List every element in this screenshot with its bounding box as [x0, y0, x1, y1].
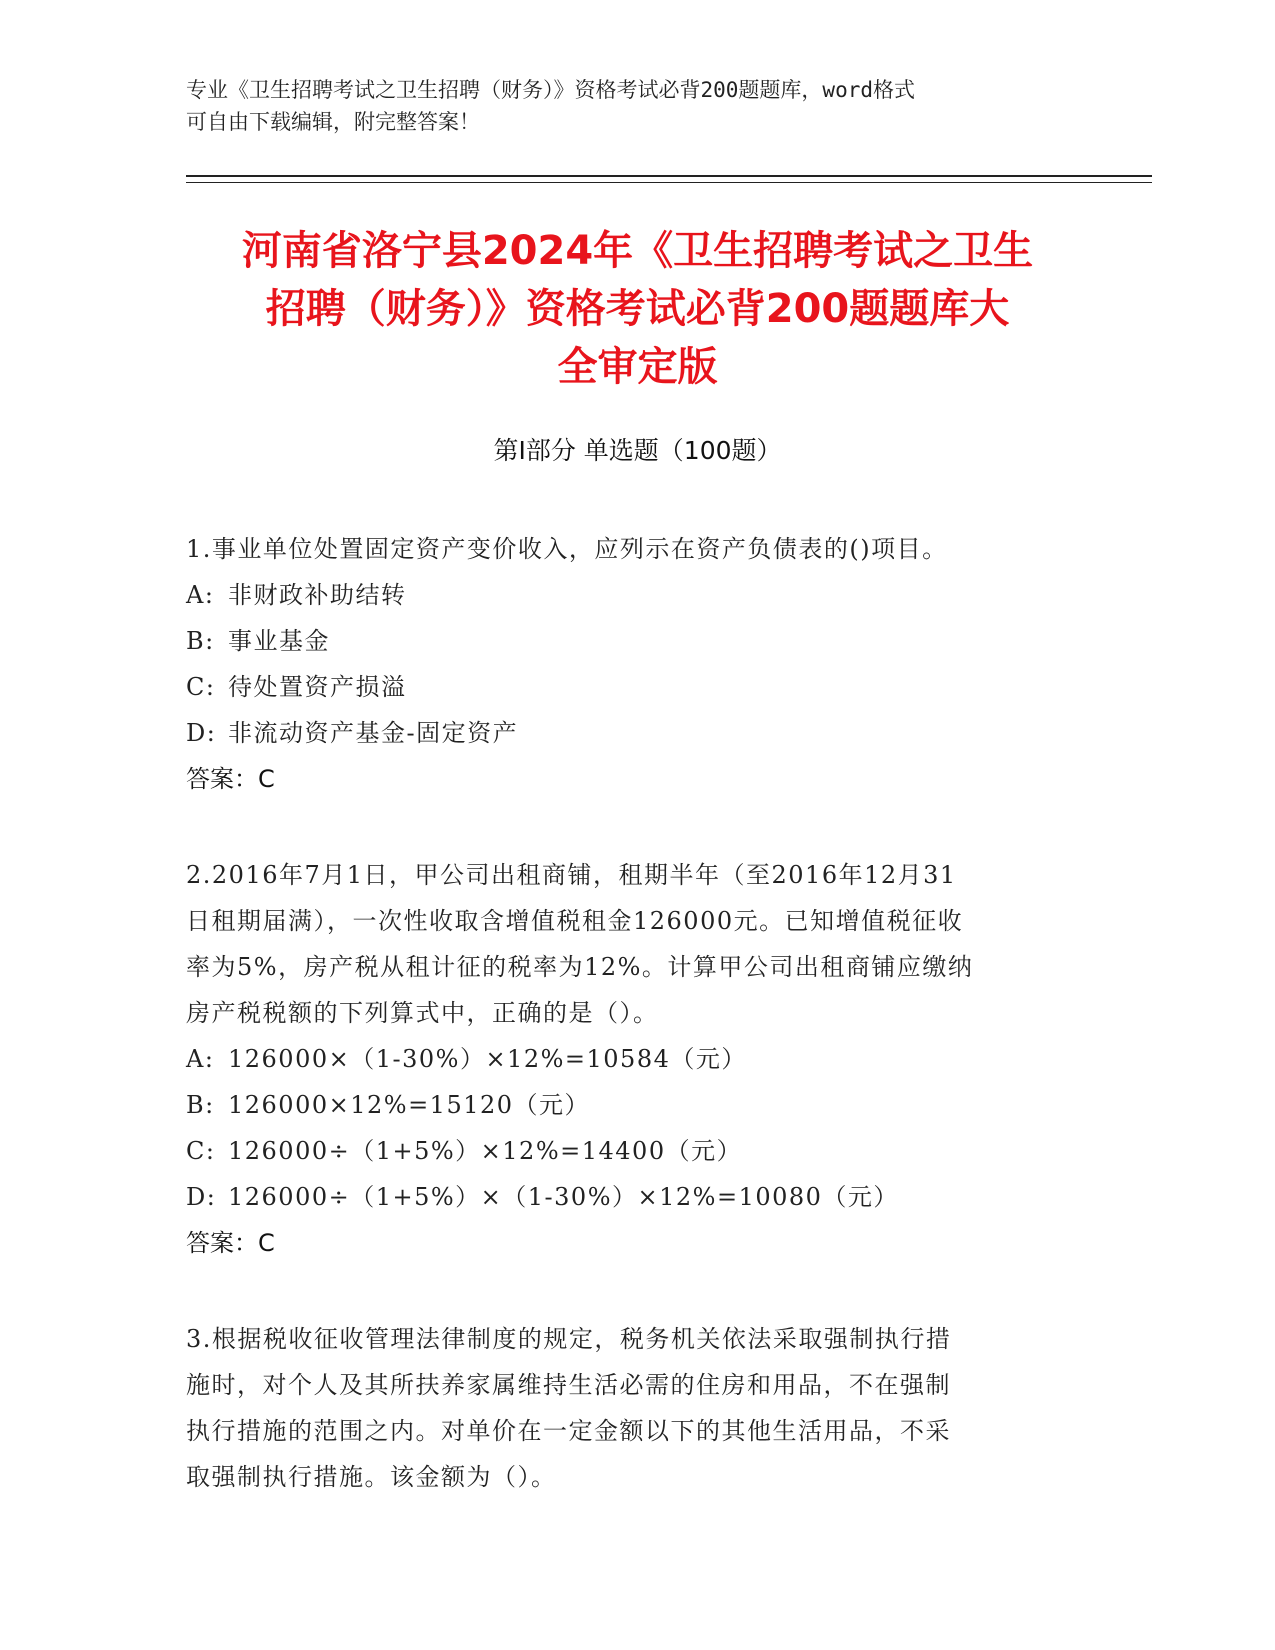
- option-c: [186, 664, 1086, 710]
- option-d: [186, 710, 1086, 756]
- header-note-line: 专业《卫生招聘考试之卫生招聘（财务）》资格考试必背200题题库，word格式: [186, 78, 915, 102]
- option-key: C:: [186, 673, 216, 701]
- title-line: 招聘（财务）》资格考试必背200题题库大: [265, 286, 1010, 332]
- option-text: 126000÷（1+5%）×12%=14400（元）: [228, 1137, 743, 1165]
- option-key: D:: [186, 1183, 217, 1211]
- question-list: [186, 526, 1086, 1550]
- option-key: A:: [186, 1045, 215, 1073]
- option-text: 非财政补助结转: [228, 581, 407, 609]
- question-text: 1.事业单位处置固定资产变价收入，应列示在资产负债表的()项目。: [186, 535, 948, 563]
- option-text: 待处置资产损溢: [228, 673, 407, 701]
- header-rule-thin: [186, 182, 1152, 183]
- question-text-line: 取强制执行措施。该金额为（）。: [186, 1463, 557, 1491]
- question-text-line: 3.根据税收征收管理法律制度的规定，税务机关依法采取强制执行措: [186, 1325, 952, 1353]
- option-c: [186, 1128, 1086, 1174]
- question-item: [186, 1316, 1086, 1500]
- question-text-line: 执行措施的范围之内。对单价在一定金额以下的其他生活用品，不采: [186, 1417, 951, 1445]
- title-line: 全审定版: [557, 344, 718, 390]
- option-a: [186, 1036, 1086, 1082]
- header-rule-thick: [186, 175, 1152, 177]
- question-text-line: 率为5%，房产税从租计征的税率为12%。计算甲公司出租商铺应缴纳: [186, 953, 974, 981]
- option-text: 126000×12%=15120（元）: [228, 1091, 591, 1119]
- answer-label: 答案：C: [186, 1229, 275, 1257]
- question-item: [186, 526, 1086, 802]
- document-title: [160, 222, 1115, 396]
- option-key: C:: [186, 1137, 216, 1165]
- option-text: 非流动资产基金-固定资产: [228, 719, 519, 747]
- header-note-line: 可自由下载编辑，附完整答案！: [186, 110, 480, 134]
- question-text-line: 2.2016年7月1日，甲公司出租商铺，租期半年（至2016年12月31: [186, 861, 957, 889]
- question-text-line: 房产税税额的下列算式中，正确的是（）。: [186, 999, 659, 1027]
- answer-label: 答案：C: [186, 765, 275, 793]
- option-key: B:: [186, 627, 215, 655]
- option-b: [186, 618, 1086, 664]
- option-text: 事业基金: [228, 627, 330, 655]
- option-text: 126000÷（1+5%）×（1-30%）×12%=10080（元）: [228, 1183, 899, 1211]
- question-text-line: 日租期届满），一次性收取含增值税租金126000元。已知增值税征收: [186, 907, 964, 935]
- title-line: 河南省洛宁县2024年《卫生招聘考试之卫生: [241, 228, 1034, 274]
- section-heading: 第Ⅰ部分 单选题（100题）: [493, 436, 782, 465]
- option-key: A:: [186, 581, 215, 609]
- question-item: [186, 852, 1086, 1266]
- option-b: [186, 1082, 1086, 1128]
- question-text-line: 施时，对个人及其所扶养家属维持生活必需的住房和用品，不在强制: [186, 1371, 951, 1399]
- option-d: [186, 1174, 1086, 1220]
- option-a: [186, 572, 1086, 618]
- option-text: 126000×（1-30%）×12%=10584（元）: [228, 1045, 747, 1073]
- header-note: [186, 74, 1066, 138]
- option-key: D:: [186, 719, 217, 747]
- option-key: B:: [186, 1091, 215, 1119]
